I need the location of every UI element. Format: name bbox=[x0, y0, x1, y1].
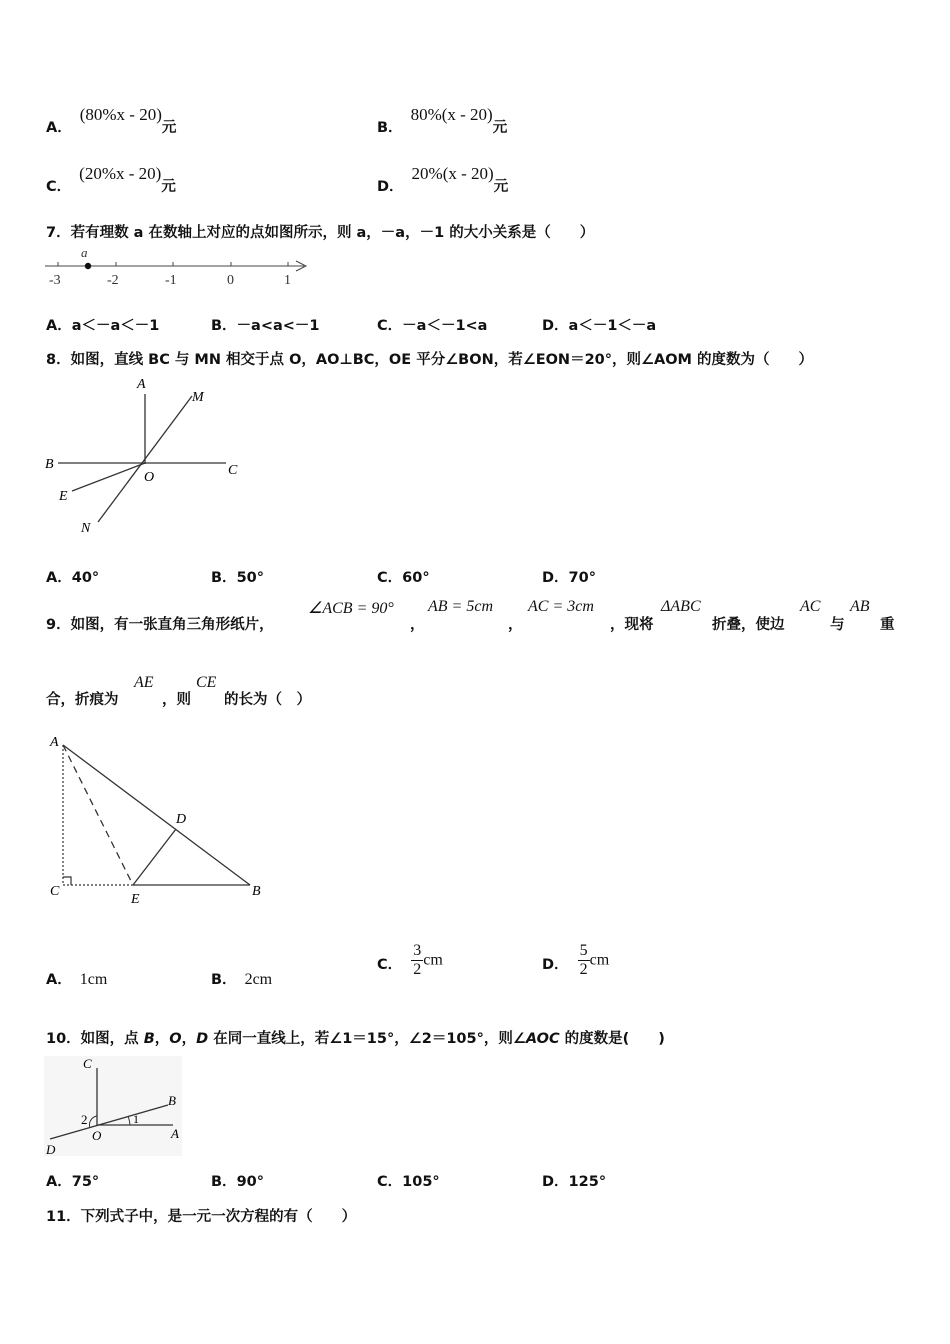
q9-triangle-figure bbox=[40, 728, 280, 908]
option-text: －a＜－1<a bbox=[402, 318, 488, 334]
q8-option-d[interactable] bbox=[542, 566, 596, 587]
tick-label: 0 bbox=[227, 273, 234, 288]
right-angle-mark bbox=[63, 877, 71, 885]
q7-option-d[interactable] bbox=[542, 314, 656, 335]
option-text: 105° bbox=[402, 1174, 440, 1190]
option-text: 2cm bbox=[244, 971, 273, 988]
side-ab bbox=[63, 745, 250, 885]
fraction bbox=[578, 942, 590, 979]
label-e: E bbox=[59, 489, 68, 504]
option-letter: B． bbox=[377, 120, 403, 136]
stem-text: 的长为（ ） bbox=[224, 692, 311, 708]
option-text: 40° bbox=[71, 570, 100, 586]
option-letter: A． bbox=[46, 570, 72, 586]
tick-label: 1 bbox=[284, 273, 291, 288]
label-c: C bbox=[83, 1056, 92, 1071]
tick-label: -1 bbox=[165, 273, 177, 288]
stem-text: ， bbox=[508, 617, 523, 633]
figure-background bbox=[44, 1056, 182, 1156]
option-expression: (80%x - 20) bbox=[79, 105, 162, 124]
option-text: a＜－a＜－1 bbox=[71, 318, 160, 334]
q6-option-d[interactable] bbox=[377, 163, 509, 195]
option-letter: C． bbox=[377, 1174, 403, 1190]
option-letter: A． bbox=[46, 1174, 72, 1190]
label-a: A bbox=[171, 1126, 179, 1141]
stem-math: AC = 3cm bbox=[528, 598, 594, 615]
q7-option-a[interactable] bbox=[46, 314, 159, 335]
stem-math: CE bbox=[196, 674, 217, 691]
q10-option-b[interactable] bbox=[211, 1170, 264, 1191]
label-2: 2 bbox=[81, 1112, 88, 1127]
fraction-numerator: 5 bbox=[579, 942, 588, 959]
option-letter: A． bbox=[46, 972, 72, 988]
option-text: 90° bbox=[236, 1174, 264, 1190]
fraction-numerator: 3 bbox=[413, 942, 422, 959]
q11-stem: 11．下列式子中，是一元一次方程的有（ ） bbox=[46, 1209, 357, 1225]
option-text: 60° bbox=[402, 570, 430, 586]
option-unit: 元 bbox=[493, 179, 509, 195]
label-1: 1 bbox=[133, 1112, 139, 1126]
option-letter: B． bbox=[211, 570, 237, 586]
option-text: a＜－1＜－a bbox=[568, 318, 657, 334]
ray-oe bbox=[72, 463, 145, 491]
label-a: A bbox=[137, 377, 146, 392]
q10-option-d[interactable] bbox=[542, 1170, 606, 1191]
q8-option-b[interactable] bbox=[211, 566, 264, 587]
option-text: 75° bbox=[71, 1174, 100, 1190]
fraction bbox=[411, 942, 423, 979]
point-a-dot bbox=[85, 263, 91, 269]
q6-option-b[interactable] bbox=[377, 104, 508, 136]
point-a-label: a bbox=[81, 245, 88, 260]
option-text: 70° bbox=[568, 570, 596, 586]
option-letter: C． bbox=[377, 956, 403, 973]
q7-number-line-figure bbox=[40, 244, 320, 290]
option-text: 125° bbox=[568, 1174, 607, 1190]
option-unit: cm bbox=[589, 951, 610, 969]
q7-option-c[interactable] bbox=[377, 314, 487, 335]
stem-text: 重 bbox=[880, 617, 895, 633]
q8-figure bbox=[40, 374, 250, 544]
q9-stem-line2 bbox=[46, 674, 446, 714]
stem-text: ， bbox=[154, 1031, 170, 1047]
q10-option-c[interactable] bbox=[377, 1170, 440, 1191]
label-a: A bbox=[50, 735, 59, 750]
option-letter: D． bbox=[542, 570, 569, 586]
option-letter: D． bbox=[542, 956, 569, 973]
q9-option-d[interactable] bbox=[542, 942, 609, 979]
label-c: C bbox=[228, 463, 238, 478]
q10-option-a[interactable] bbox=[46, 1170, 99, 1191]
stem-math: AC bbox=[800, 598, 821, 615]
option-unit: 元 bbox=[492, 120, 508, 136]
option-unit: cm bbox=[423, 951, 443, 969]
option-text: －a<a<－1 bbox=[236, 318, 320, 334]
option-text: 50° bbox=[236, 570, 264, 586]
option-letter: A． bbox=[46, 120, 72, 136]
stem-text: ，则 bbox=[162, 692, 191, 708]
option-expression: 20%(x - 20) bbox=[411, 164, 494, 183]
stem-text: 9．如图，有一张直角三角形纸片， bbox=[46, 617, 274, 633]
option-letter: A． bbox=[46, 318, 72, 334]
label-o: O bbox=[92, 1128, 102, 1143]
q8-option-a[interactable] bbox=[46, 566, 99, 587]
tick-label: -3 bbox=[49, 273, 61, 288]
label-b: B bbox=[168, 1093, 176, 1108]
q8-stem: 8．如图，直线 BC 与 MN 相交于点 O，AO⊥BC，OE 平分∠BON，若∠EON＝20°，则∠AOM 的度数为（ ） bbox=[46, 352, 814, 368]
option-letter: D． bbox=[542, 1174, 569, 1190]
option-letter: C． bbox=[46, 179, 72, 195]
q9-option-b[interactable] bbox=[211, 968, 272, 989]
tick-label: -2 bbox=[107, 273, 119, 288]
q6-option-c[interactable] bbox=[46, 163, 176, 195]
stem-text: 在同一直线上，若∠1＝15°，∠2＝105°，则∠ bbox=[208, 1031, 526, 1047]
label-o: O bbox=[144, 470, 155, 485]
stem-var: AOC bbox=[525, 1031, 560, 1047]
q9-option-a[interactable] bbox=[46, 968, 107, 989]
label-c: C bbox=[50, 884, 60, 899]
stem-math: AE bbox=[134, 674, 154, 691]
fraction-denominator: 2 bbox=[579, 961, 588, 978]
option-letter: B． bbox=[211, 1174, 237, 1190]
stem-var: B bbox=[143, 1031, 155, 1047]
stem-text: ， bbox=[181, 1031, 197, 1047]
segment-de bbox=[133, 829, 176, 885]
label-m: M bbox=[192, 390, 204, 405]
stem-text: 合，折痕为 bbox=[46, 692, 119, 708]
option-letter: D． bbox=[377, 179, 404, 195]
q7-option-b[interactable] bbox=[211, 314, 320, 335]
q7-stem: 7．若有理数 a 在数轴上对应的点如图所示，则 a，－a，－1 的大小关系是（ ） bbox=[46, 225, 595, 241]
stem-text: ， bbox=[410, 617, 425, 633]
stem-var: D bbox=[196, 1031, 209, 1047]
label-d: D bbox=[46, 1142, 56, 1157]
q8-option-c[interactable] bbox=[377, 566, 430, 587]
stem-text: ，现将 bbox=[610, 617, 654, 633]
q10-stem bbox=[46, 1027, 665, 1048]
option-letter: D． bbox=[542, 318, 569, 334]
stem-math: AB bbox=[850, 598, 870, 615]
fold-ae-dashed bbox=[63, 745, 133, 885]
label-b: B bbox=[252, 884, 261, 899]
option-letter: B． bbox=[211, 972, 237, 988]
q9-option-c[interactable] bbox=[377, 942, 443, 979]
option-expression: (20%x - 20) bbox=[79, 164, 162, 183]
stem-text: 的度数是( ) bbox=[559, 1031, 665, 1047]
stem-math: ∠ACB = 90° bbox=[308, 600, 394, 617]
label-e: E bbox=[131, 892, 140, 907]
fraction-denominator: 2 bbox=[413, 961, 422, 978]
q6-option-a[interactable] bbox=[46, 104, 177, 136]
option-text: 1cm bbox=[79, 971, 108, 988]
stem-text: 折叠，使边 bbox=[712, 617, 785, 633]
option-letter: C． bbox=[377, 318, 403, 334]
stem-var: O bbox=[169, 1031, 182, 1047]
stem-math: ΔABC bbox=[661, 598, 701, 615]
stem-math: AB = 5cm bbox=[428, 598, 493, 615]
q9-stem-line1 bbox=[46, 598, 906, 638]
q10-figure bbox=[40, 1054, 190, 1162]
stem-text: 与 bbox=[830, 617, 845, 633]
stem-text: 10．如图，点 bbox=[46, 1031, 144, 1047]
option-unit: 元 bbox=[161, 179, 176, 195]
label-b: B bbox=[45, 457, 54, 472]
option-expression: 80%(x - 20) bbox=[410, 105, 493, 124]
label-n: N bbox=[81, 521, 91, 536]
label-d: D bbox=[176, 812, 187, 827]
option-letter: C． bbox=[377, 570, 403, 586]
option-letter: B． bbox=[211, 318, 237, 334]
option-unit: 元 bbox=[161, 120, 177, 136]
